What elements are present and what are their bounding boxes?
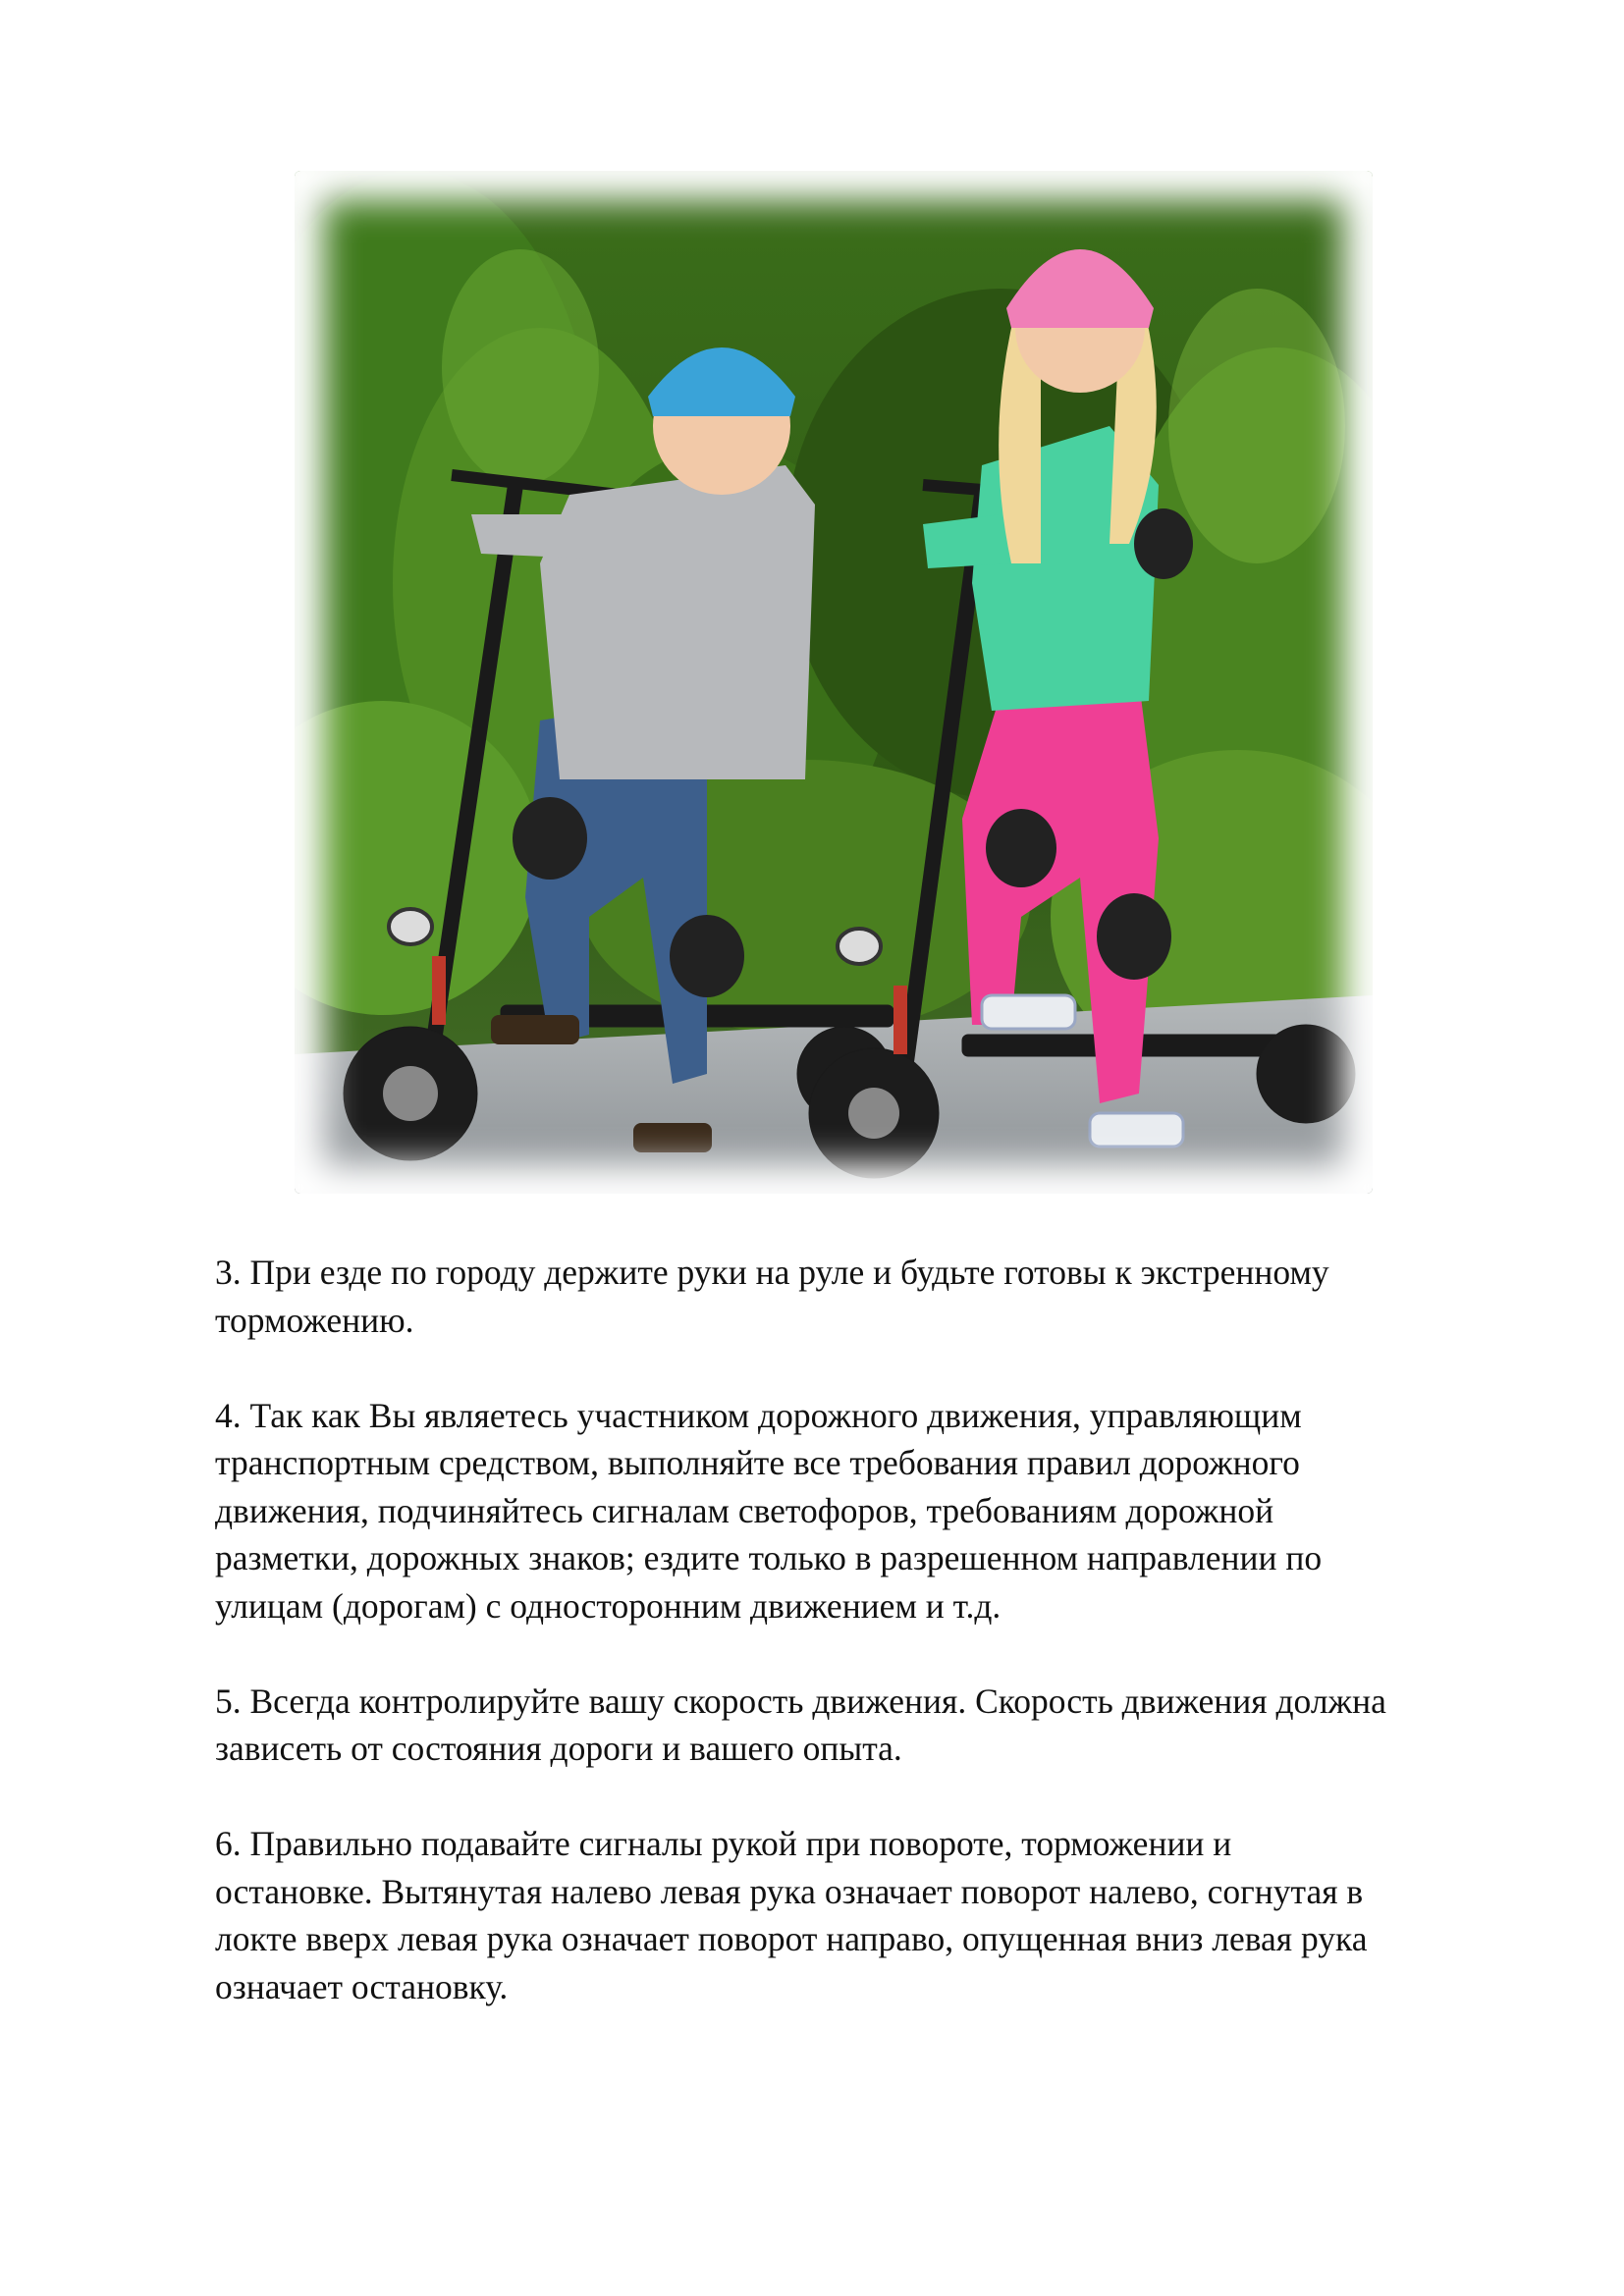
rule-4-paragraph: 4. Так как Вы являетесь участником дорожного движения, управляющим транспортным средством, выполняйте все требования правил дорожного движения, подчиняйтесь сигналам светофоров, требованиям дорожной разметки, дорожных знаков; ездите только в разрешенном направлении по улицам (дорогам) с односторонним движением и т.д. [215,1395,1323,1626]
rule-5-paragraph: 5. Всегда контролируйте вашу скорость движения. Скорость движения должна зависеть от состояния дороги и вашего опыта. [215,1681,1386,1768]
scooter-kids-photo [295,171,1373,1194]
rule-3-paragraph: 3. При езде по городу держите руки на руле и будьте готовы к экстренному торможению. [215,1253,1329,1340]
photo-illustration [295,171,1373,1194]
rule-6-paragraph: 6. Правильно подавайте сигналы рукой при повороте, торможении и остановке. Вытянутая налево левая рука означает поворот налево, согнутая в локте вверх левая рука означает поворот направо, опущенная вниз левая рука означает остановку. [215,1824,1368,2006]
rules-text [215,1249,1521,2058]
